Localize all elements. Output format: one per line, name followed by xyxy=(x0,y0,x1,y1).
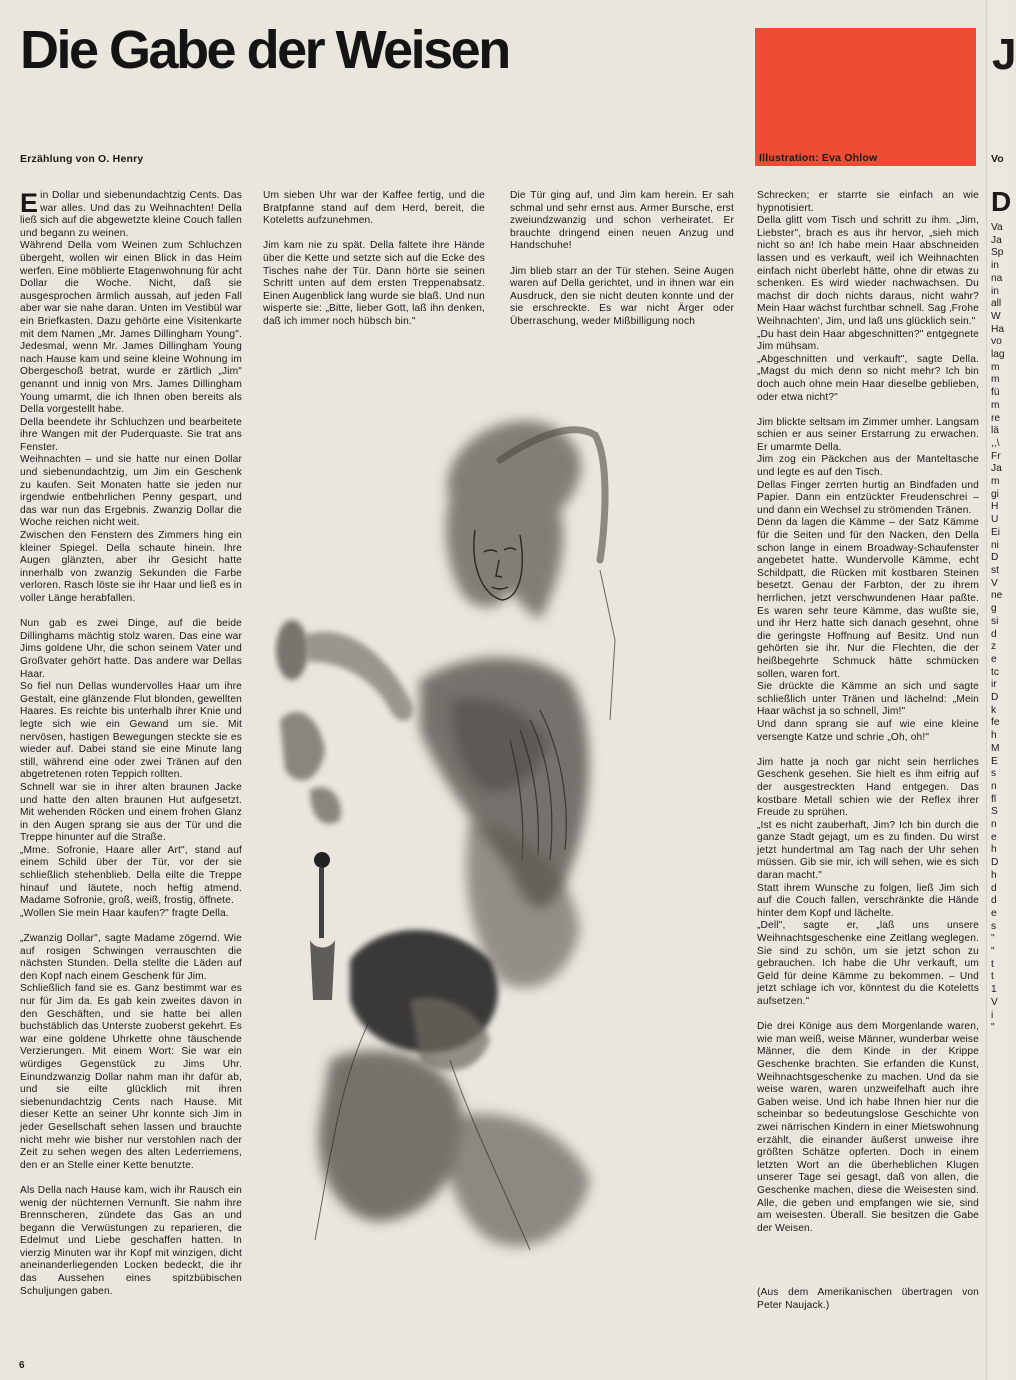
next-page-line-fragment: st xyxy=(991,564,999,576)
next-page-title-fragment: J xyxy=(992,30,1016,79)
hand-mirror xyxy=(276,620,413,721)
next-page-line-fragment: V xyxy=(991,996,998,1008)
next-page-drop-cap: D xyxy=(991,186,1012,217)
ink-illustration xyxy=(270,400,710,1310)
next-page-line-fragment: Ha xyxy=(991,323,1005,335)
next-page-line-fragment: t xyxy=(991,971,994,983)
next-page-line-fragment: n xyxy=(991,780,997,792)
next-page-line-fragment: m xyxy=(991,361,1000,373)
next-page-line-fragment: Ja xyxy=(991,463,1002,475)
paragraph: „Dell", sagte er, „laß uns unsere Weihnachtsgeschenke eine Zeitlang weglegen. Sie sind zu schön, um sie jetzt schon zu gebrauchen. Ich habe die Uhr verkauft, um Geld für deine Kämme zu bekommen. – Und jetzt schlage ich vor, könntest du die Koteletts aufsetzen." xyxy=(757,920,979,1007)
opening-text: in Dollar und siebenundachtzig Cents. Das war alles. Und das zu Weihnachten! Della ließ sich auf die abgewetzte kleine Couch fallen und begann zu weinen. xyxy=(20,190,242,239)
next-page-line-fragment: ,,\ xyxy=(991,437,1000,449)
paragraph: Während Della vom Weinen zum Schluchzen übergeht, wollen wir einen Blick in das Heim werfen. Eine möblierte Etagenwohnung für acht Dollar die Woche. Nicht, daß sie ausgesprochen ärmlich aussah, auf jeden Fall aber war sie nahe daran. Unten im Vestibül war ein Briefkasten. Dazu gehörte eine Visitenkarte mit dem Namen „Mr. James Dillingham Young". Jedesmal, wenn Mr. James Dillingham Young nach Hause kam und seine kleine Wohnung im Obergeschoß betrat, wurde er zärtlich „Jim" genannt und innig von Mrs. James Dillingham Young umarmt, die ich Ihnen oben bereits als Della vorgestellt habe. xyxy=(20,240,242,416)
next-page-edge xyxy=(986,0,1016,1380)
paragraph: Und dann sprang sie auf wie eine kleine versengte Katze und schrie „Oh, oh!" xyxy=(757,718,979,743)
paragraph: „Abgeschnitten und verkauft", sagte Della. „Magst du mich denn so nicht mehr? Ich bin doch auch ohne mein Haar dieselbe geblieben, oder etwa nicht?" xyxy=(757,353,979,403)
next-page-line-fragment: g xyxy=(991,603,997,615)
text-column-2 xyxy=(263,190,485,329)
next-page-line-fragment: vo xyxy=(991,336,1002,348)
paragraph: „Zwanzig Dollar", sagte Madame zögernd. Wie auf rosigen Schwingen verrauschten die nächsten Stunden. Della stellte die Läden auf den Kopf nach einem Geschenk für Jim. xyxy=(20,933,242,982)
paragraph: Jim zog ein Päckchen aus der Manteltasche und legte es auf den Tisch. xyxy=(757,454,979,479)
paragraph: Jim blieb starr an der Tür stehen. Seine Augen waren auf Della gerichtet, und in ihnen war ein Ausdruck, den sie nicht deuten konnte und der sie erschreckte. Es war nicht Ärger oder Überraschung, weder Mißbilligung noch xyxy=(510,265,734,327)
paragraph: Zwischen den Fenstern des Zimmers hing ein kleiner Spiegel. Della schaute hinein. Ihre Augen glänzten, aber ihr Gesicht hatte innerhalb von zwanzig Sekunden die Farbe verloren. Rasch löste sie ihr Haar und ließ es in voller Länge herabfallen. xyxy=(20,530,242,604)
next-page-byline-fragment: Vo xyxy=(991,153,1004,165)
paragraph: Weihnachten – und sie hatte nur einen Dollar und siebenundachtzig, um Jim ein Geschenk zu kaufen. Seit Monaten hatte sie jeden nur irgendwie entbehrlichen Penny gespart, und das war nun das Ergebnis. Zwanzig Dollar die Woche reichen nicht weit. xyxy=(20,454,242,529)
next-page-line-fragment: E xyxy=(991,755,998,767)
next-page-line-fragment: Ei xyxy=(991,526,1001,538)
next-page-line-fragment: D xyxy=(991,857,999,869)
paragraph: Denn da lagen die Kämme – der Satz Kämme für die Seiten und für den Nacken, den Della schon lange in einem Broadway-Schaufenster angebetet hatte. Wundervolle Kämme, echt Schildpatt, die Rücken mit kostbaren Steinen besetzt. Genau der Farbton, der zu ihrem herrlichen, jetzt verschwundenen Haar paßte. Es waren sehr teure Kämme, das wußte sie, und ihr Herz hatte sich danach gesehnt, ohne die geringste Hoffnung auf Besitz. Und nun gehörten sie ihr. Nur die Flechten, die der heißbegehrte Schmuck hätte schmücken sollen, waren fort. xyxy=(757,517,979,680)
next-page-line-fragment: in xyxy=(991,285,999,297)
next-page-line-fragment: na xyxy=(991,272,1003,284)
paragraph: So fiel nun Dellas wundervolles Haar um ihre Gestalt, eine glänzende Flut blonden, gewellten Haares. Es reichte bis unterhalb ihrer Knie und legte sich wie ein Gewand um sie. Mit nervösen, hastigen Bewegungen steckte sie es wieder auf. Dabei stand sie eine Minute lang still, während eine oder zwei Tränen auf den abgetretenen roten Teppich rollten. xyxy=(20,681,242,781)
drop-cap: E xyxy=(20,188,39,218)
next-page-line-fragment: Va xyxy=(991,222,1003,233)
next-page-line-fragment: ne xyxy=(991,590,1003,602)
text-column-4 xyxy=(757,190,979,1312)
next-page-line-fragment: W xyxy=(991,310,1001,322)
next-page-line-fragment: h xyxy=(991,844,997,856)
next-page-line-fragment: fl xyxy=(991,793,997,805)
next-page-line-starts xyxy=(991,222,1009,1035)
paragraph: Sie drückte die Kämme an sich und sagte schließlich unter Tränen und lächelnd: „Mein Haar wächst ja so schnell, Jim!" xyxy=(757,681,979,718)
next-page-line-fragment: e xyxy=(991,907,997,919)
next-page-line-fragment: m xyxy=(991,399,1000,411)
next-page-line-fragment: " xyxy=(991,933,995,945)
next-page-line-fragment: D xyxy=(991,692,999,704)
illustration-credit: Illustration: Eva Ohlow xyxy=(759,152,878,164)
next-page-line-fragment: t xyxy=(991,958,994,970)
paragraph: „Wollen Sie mein Haar kaufen?" fragte Della. xyxy=(20,907,229,919)
next-page-line-fragment: s xyxy=(991,768,997,780)
next-page-line-fragment: d xyxy=(991,628,997,640)
next-page-line-fragment: gi xyxy=(991,488,999,500)
next-page-line-fragment: fü xyxy=(991,387,1000,399)
next-page-line-fragment: d xyxy=(991,895,997,907)
next-page-line-fragment: h xyxy=(991,869,997,881)
next-page-line-fragment: M xyxy=(991,742,1000,754)
page-number: 6 xyxy=(19,1360,25,1371)
paragraph: „Mme. Sofronie, Haare aller Art", stand auf einem Schild über der Tür, vor der sie schließlich stehenblieb. Della eilte die Treppe hinauf und läutete, noch heftig atmend. Madame Sofronie, groß, weiß, frostig, öffnete. xyxy=(20,844,242,907)
next-page-line-fragment: e xyxy=(991,831,997,843)
next-page-line-fragment: Sp xyxy=(991,247,1004,259)
next-page-line-fragment: fe xyxy=(991,717,1000,729)
next-page-line-fragment: S xyxy=(991,806,998,818)
next-page-line-fragment: ir xyxy=(991,679,997,691)
next-page-line-fragment: lag xyxy=(991,349,1005,361)
next-page-line-fragment: d xyxy=(991,882,997,894)
paragraph: Schließlich fand sie es. Ganz bestimmt war es nur für Jim da. Es gab kein zweites davon in den Geschäften, und sie hatte bei allen buchstäblich das Unterste zuoberst gekehrt. Es war eine goldene Uhrkette ohne täuschende Verzierungen. Mit einem Wort: Sie war ein würdiges Gegenstück zu Jims Uhr. Einundzwanzig Dollar nahm man ihr dafür ab, und sie eilte glücklich mit ihren siebenundachtzig Cents nach Hause. Mit dieser Kette an seiner Uhr konnte sich Jim in jeder Gesellschaft sehen lassen und brauchte nicht mehr wie bisher nur verstohlen nach der Zeit zu sehen wegen des alten Lederriemens, den er an Stelle einer Kette benutzte. xyxy=(20,983,242,1171)
next-page-line-fragment: k xyxy=(991,704,997,716)
next-page-line-fragment: s xyxy=(991,920,997,932)
next-page-line-fragment: in xyxy=(991,260,999,272)
paragraph: „Ist es nicht zauberhaft, Jim? Ich bin durch die ganze Stadt gejagt, um es zu finden. Du wirst jetzt hundertmal am Tag nach der Uhr sehen müssen. Gib sie mir, ich will sehen, wie es sich daran macht." xyxy=(757,819,979,882)
paragraph: Schrecken; er starrte sie einfach an wie hypnotisiert. xyxy=(757,190,979,214)
author-byline: Erzählung von O. Henry xyxy=(20,153,144,165)
translation-note: (Aus dem Amerikanischen übertragen von Peter Naujack.) xyxy=(757,1287,979,1311)
next-page-line-fragment: z xyxy=(991,641,997,653)
next-page-line-fragment: i xyxy=(991,1009,994,1021)
paragraph: Als Della nach Hause kam, wich ihr Rausch ein wenig der nüchternen Vernunft. Sie nahm ihre Brennscheren, zündete das Gas an und begann die Verwüstungen zu reparieren, die Edelmut und Liebe geschaffen hatten. In vierzig Minuten war ihr Kopf mit winzigen, dicht aneinanderliegenden Locken bedeckt, die ihr das Aussehen eines spitzbübischen Schuljungen gaben. xyxy=(20,1184,242,1297)
next-page-line-fragment: h xyxy=(991,730,997,742)
paragraph: Jim blickte seltsam im Zimmer umher. Langsam schien er aus seiner Erstarrung zu erwachen. Er umarmte Della. xyxy=(757,416,979,453)
paragraph: Schnell war sie in ihrer alten braunen Jacke und hatte den alten braunen Hut aufgesetzt. Mit wehenden Röcken und einem frohen Glanz in den Augen sprang sie aus der Tür und die Treppe hinunter auf die Straße. xyxy=(20,781,242,844)
paragraph: Nun gab es zwei Dinge, auf die beide Dillinghams mächtig stolz waren. Das eine war Jims goldene Uhr, die schon seinem Vater und Großvater gehört hatte. Das andere war Dellas Haar. xyxy=(20,618,242,680)
text-column-1 xyxy=(20,190,242,1298)
next-page-line-fragment: Fr xyxy=(991,450,1001,462)
next-page-line-fragment: " xyxy=(991,946,995,958)
next-page-line-fragment: Ja xyxy=(991,234,1002,246)
opening-paragraph xyxy=(20,190,242,240)
next-page-line-fragment: re xyxy=(991,412,1001,424)
paragraph: Della glitt vom Tisch und schritt zu ihm. „Jim, Liebster", brach es aus ihr hervor, „sieh mich nicht so an! Ich habe mein Haar abschneiden lassen und es verkauft, weil ich Weihnachten einfach nicht überlebt hätte, ohne dir etwas zu schenken. Es wird wieder nachwachsen. Du machst dir doch nichts daraus, nicht wahr? Mein Haar wächst furchtbar schnell. Sag ‚Frohe Weihnachten', Jim, und laß uns glücklich sein." xyxy=(757,215,979,327)
next-page-line-fragment: lä xyxy=(991,425,999,437)
next-page-line-fragment: all xyxy=(991,298,1002,310)
next-page-line-fragment: m xyxy=(991,374,1000,386)
paragraph: Dellas Finger zerrten hurtig an Bindfaden und Papier. Dann ein entzückter Freudenschrei – und dann ein Wechsel zu strömenden Tränen. xyxy=(757,479,979,516)
paragraph: Um sieben Uhr war der Kaffee fertig, und die Bratpfanne stand auf dem Herd, bereit, die Koteletts aufzunehmen. xyxy=(263,190,485,227)
paragraph: Jim hatte ja noch gar nicht sein herrliches Geschenk gesehen. Sie hielt es ihm eifrig auf der ausgestreckten Hand entgegen. Das kostbare Metall schien wie der Reflex ihrer Freude zu sprühen. xyxy=(757,756,979,819)
paragraph: Della beendete ihr Schluchzen und bearbeitete ihre Wangen mit der Puderquaste. Sie trat ans Fenster. xyxy=(20,416,242,453)
paragraph: Statt ihrem Wunsche zu folgen, ließ Jim sich auf die Couch fallen, verschränkte die Hände hinter dem Kopf und lächelte. xyxy=(757,882,979,919)
next-page-line-fragment: " xyxy=(991,1022,995,1034)
next-page-line-fragment: e xyxy=(991,653,997,665)
next-page-line-fragment: U xyxy=(991,514,999,526)
next-page-line-fragment: m xyxy=(991,476,1000,488)
left-splatter xyxy=(280,712,341,824)
paragraph: Jim kam nie zu spät. Della faltete ihre Hände über die Kette und setzte sich auf die Ecke des Tisches nahe der Tür. Dann hörte sie seinen Schritt unten auf dem ersten Treppenabsatz. Einen Augenblick lang wurde sie blaß. Und nun wisperte sie: „Bitte, lieber Gott, laß ihn denken, daß ich immer noch hübsch bin." xyxy=(263,240,485,327)
next-page-line-fragment: tc xyxy=(991,666,999,678)
paragraph: „Du hast dein Haar abgeschnitten?" entgegnete Jim mühsam. xyxy=(757,328,979,353)
next-page-line-fragment: V xyxy=(991,577,998,589)
lower-wash xyxy=(318,1050,590,1246)
candlestick xyxy=(310,852,335,1000)
article-title: Die Gabe der Weisen xyxy=(20,20,509,80)
next-page-line-fragment: H xyxy=(991,501,999,513)
next-page-line-fragment: 1 xyxy=(991,984,997,996)
next-page-line-fragment: si xyxy=(991,615,999,627)
red-color-block xyxy=(755,28,976,166)
next-page-line-fragment: n xyxy=(991,819,997,831)
paragraph: Die Tür ging auf, und Jim kam herein. Er sah schmal und sehr ernst aus. Armer Bursche, erst zweiundzwanzig und schon verheiratet. Er brauchte dringend einen neuen Anzug und Handschuhe! xyxy=(510,190,734,252)
paragraph: Die drei Könige aus dem Morgenlande waren, wie man weiß, weise Männer, wunderbar weise Männer, die dem Kinde in der Krippe Geschenke brachten. Sie erfanden die Kunst, Weihnachtsgeschenke zu machen. Und da sie weise waren, waren unzweifelhaft auch ihre Gaben weise. Und ich habe Ihnen hier nur die scheinbar so bedeutungslose Geschichte von zwei närrischen Kindern in einer Mietswohnung erzählt, die einander äußerst unweise ihre größten Schätze opferten. Doch in einem letzten Wort an die überheblichen Klugen unserer Tage sei gesagt, daß von allen, die Geschenke machen, diese die Weisesten sind. Alle, die geben und empfangen wie sie, sind am weisesten. Überall. Sie besitzen die Gabe der Weisen. xyxy=(757,1021,979,1234)
next-page-line-fragment: ni xyxy=(991,539,999,551)
next-page-line-fragment: D xyxy=(991,552,999,564)
text-column-3 xyxy=(510,190,734,329)
